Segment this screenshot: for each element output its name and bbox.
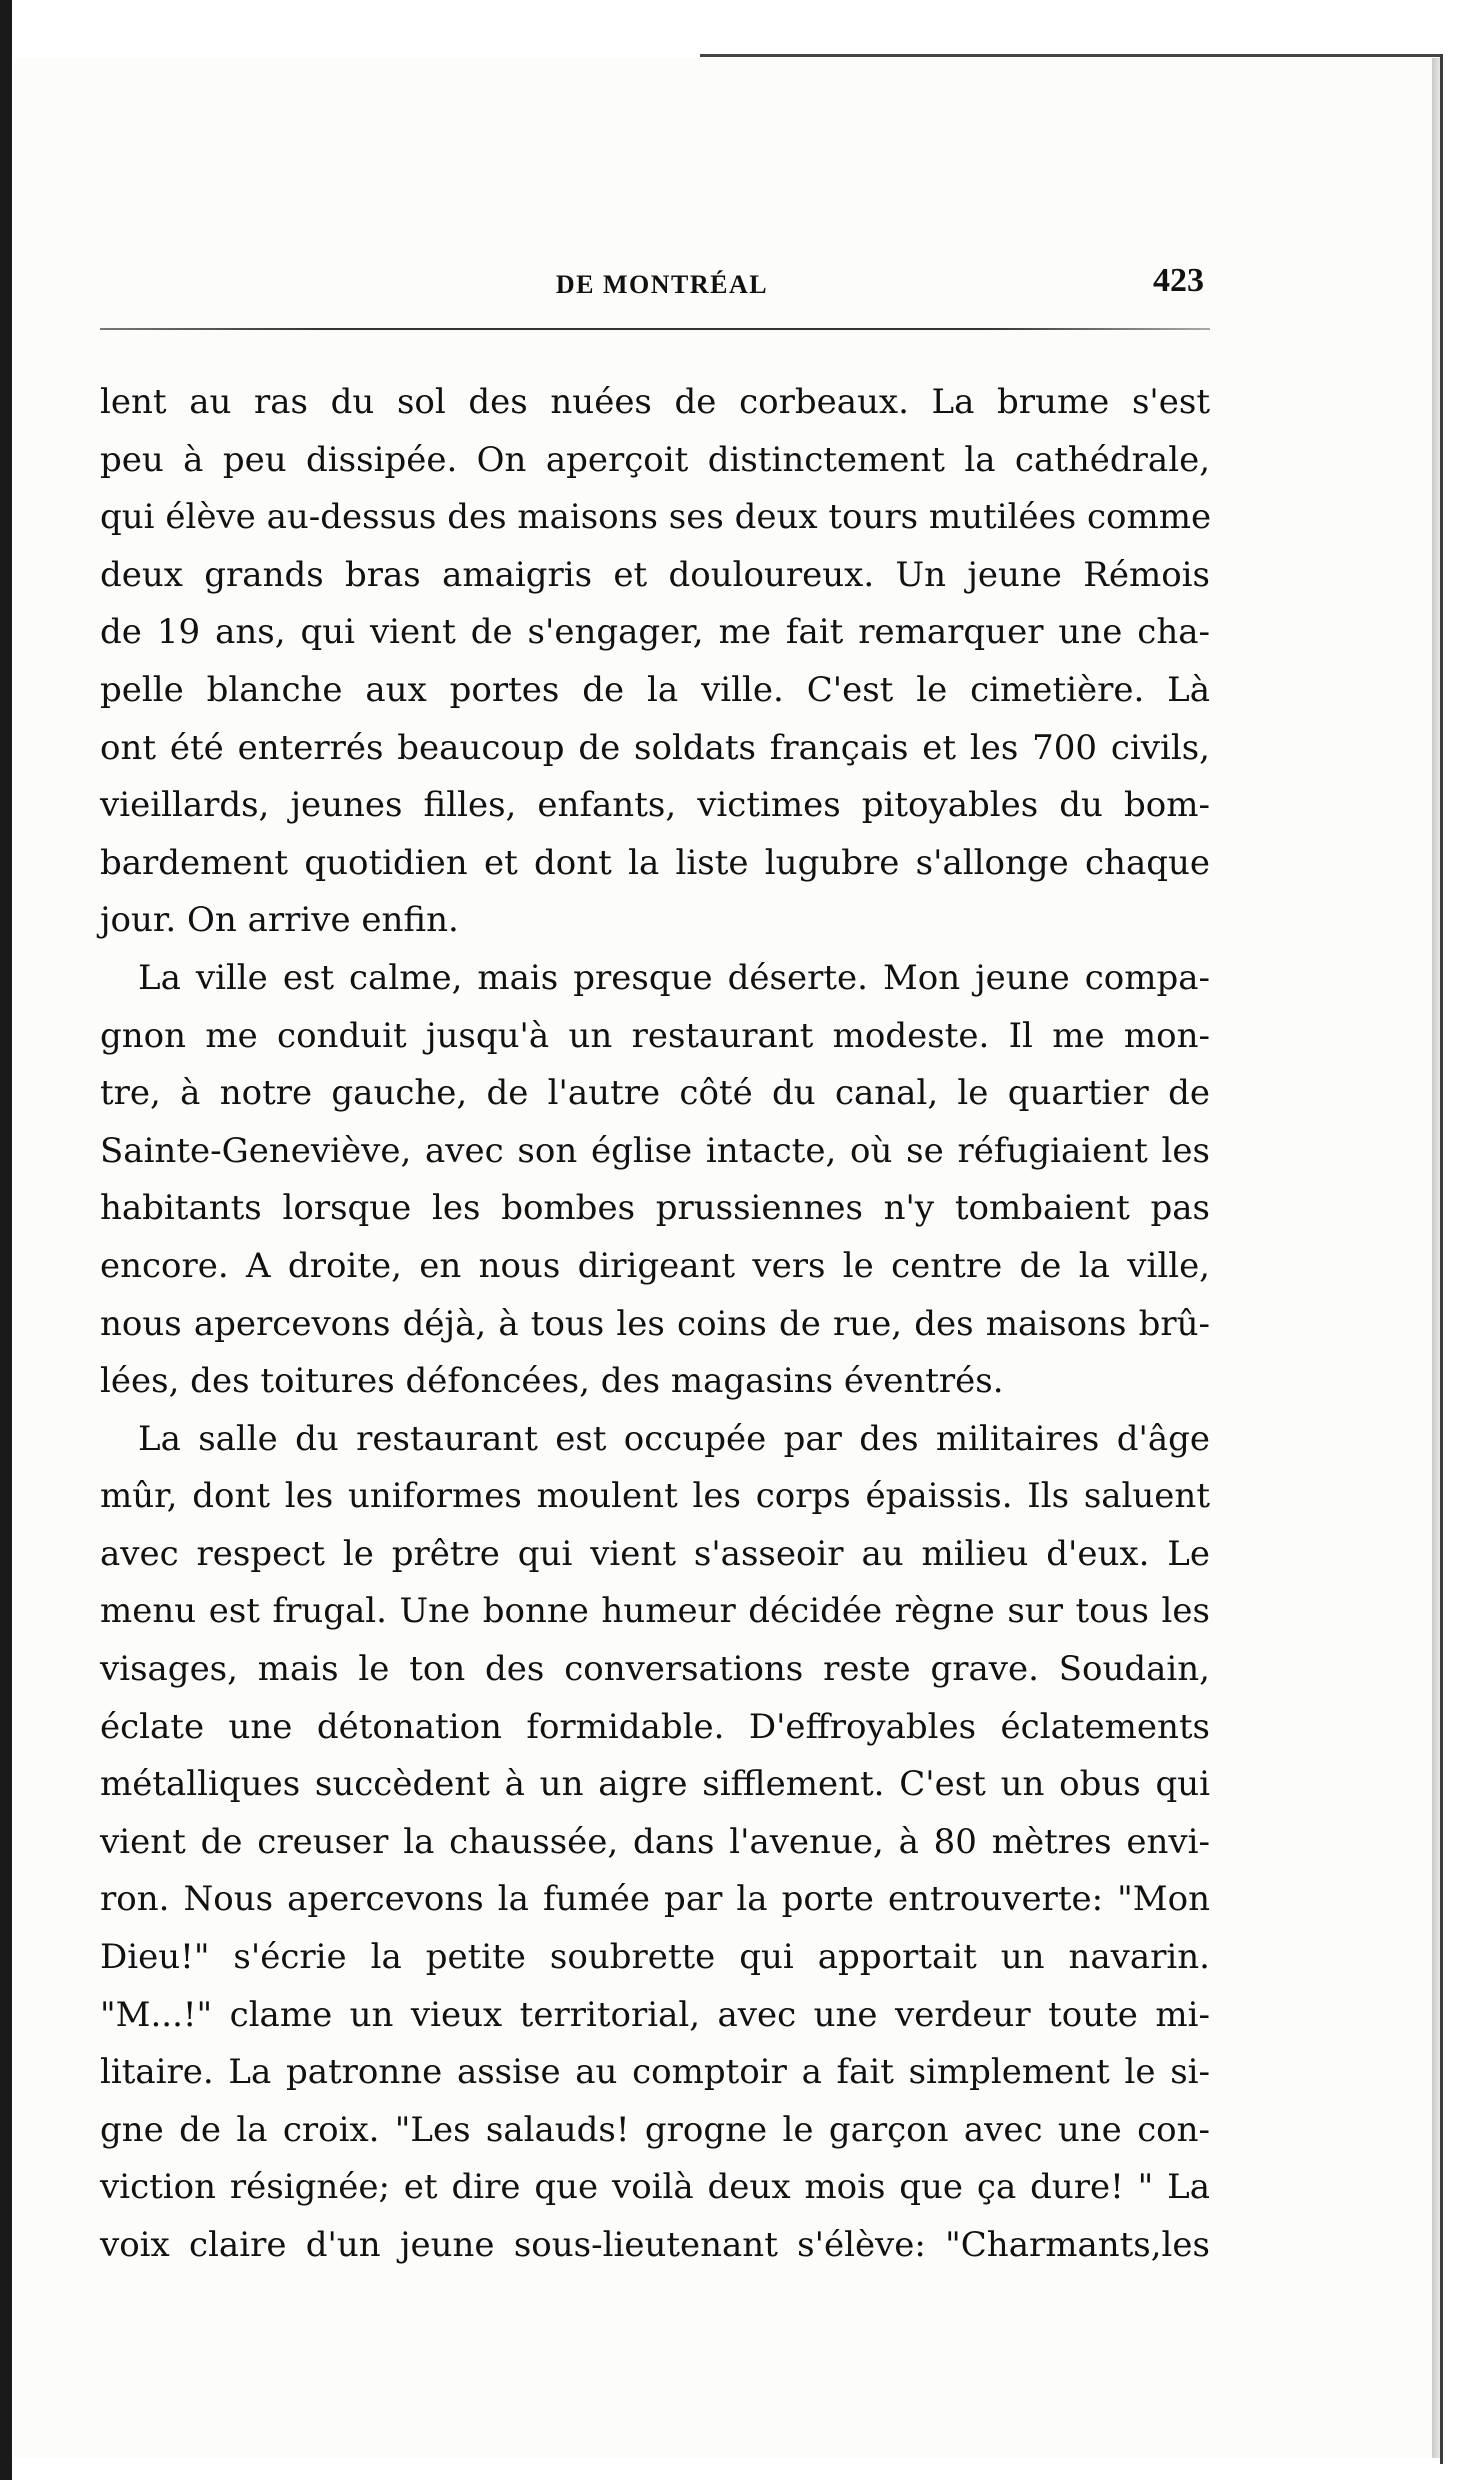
text-line: vieillards, jeunes filles, enfants, victimes pitoyables du bom- [100,785,1210,826]
page-edge-right [1440,54,1443,2464]
text-line: gne de la croix. "Les salauds! grogne le garçon avec une con- [100,2109,1210,2150]
page-edge-top [700,54,1440,57]
text-line: litaire. La patronne assise au comptoir a fait simplement le si- [100,2052,1210,2093]
text-line: qui élève au-dessus des maisons ses deux tours mutilées comme [100,497,1212,538]
text-line: ron. Nous apercevons la fumée par la porte entrouverte: "Mon [100,1879,1210,1920]
text-line: mûr, dont les uniformes moulent les corps épaissis. Ils saluent [100,1476,1210,1517]
text-line: avec respect le prêtre qui vient s'asseoir au milieu d'eux. Le [100,1533,1210,1574]
text-line: ont été enterrés beaucoup de soldats français et les 700 civils, [100,727,1210,768]
text-line: visages, mais le ton des conversations reste grave. Soudain, [100,1649,1210,1690]
text-line: "M...!" clame un vieux territorial, avec une verdeur toute mi- [100,1994,1210,2035]
text-line: lées, des toitures défoncées, des magasins éventrés. [100,1361,1004,1402]
running-head [100,262,1224,312]
text-line: Dieu!" s'écrie la petite soubrette qui apportait un navarin. [100,1937,1210,1978]
scan-border-left [0,0,12,2480]
text-line: viction résignée; et dire que voilà deux mois que ça dure! " La [100,2167,1210,2208]
text-line: La salle du restaurant est occupée par des militaires d'âge [138,1418,1210,1459]
text-line: habitants lorsque les bombes prussiennes n'y tombaient pas [100,1188,1210,1229]
text-line: La ville est calme, mais presque déserte. Mon jeune compa- [138,957,1210,998]
page-number: 423 [1153,262,1204,299]
text-line: Sainte-Geneviève, avec son église intacte, où se réfugiaient les [100,1130,1210,1171]
running-title: DE MONTRÉAL [555,270,769,299]
text-line: lent au ras du sol des nuées de corbeaux. La brume s'est [100,382,1210,422]
header-rule [100,328,1210,330]
text-line: nous apercevons déjà, à tous les coins de rue, des maisons brû- [100,1303,1210,1344]
text-line: éclate une détonation formidable. D'effroyables éclatements [100,1706,1210,1747]
text-line: métalliques succèdent à un aigre sifflement. C'est un obus qui [100,1764,1210,1805]
text-line: vient de creuser la chaussée, dans l'avenue, à 80 mètres envi- [100,1821,1210,1862]
text-line: gnon me conduit jusqu'à un restaurant modeste. Il me mon- [100,1015,1210,1056]
text-line: bardement quotidien et dont la liste lugubre s'allonge chaque [100,842,1210,883]
text-line: tre, à notre gauche, de l'autre côté du canal, le quartier de [100,1073,1210,1114]
text-line: deux grands bras amaigris et douloureux. Un jeune Rémois [100,554,1210,595]
text-line: jour. On arrive enfin. [100,900,459,941]
text-line: de 19 ans, qui vient de s'engager, me fait remarquer une cha- [100,612,1210,653]
text-line: pelle blanche aux portes de la ville. C'est le cimetière. Là [100,669,1210,710]
body-text [100,374,1210,2275]
text-line: encore. A droite, en nous dirigeant vers le centre de la ville, [100,1245,1210,1286]
text-line: peu à peu dissipée. On aperçoit distinctement la cathédrale, [100,439,1210,480]
text-line: voix claire d'un jeune sous-lieutenant s'élève: "Charmants,les [100,2225,1210,2265]
text-line: menu est frugal. Une bonne humeur décidée règne sur tous les [100,1591,1210,1632]
